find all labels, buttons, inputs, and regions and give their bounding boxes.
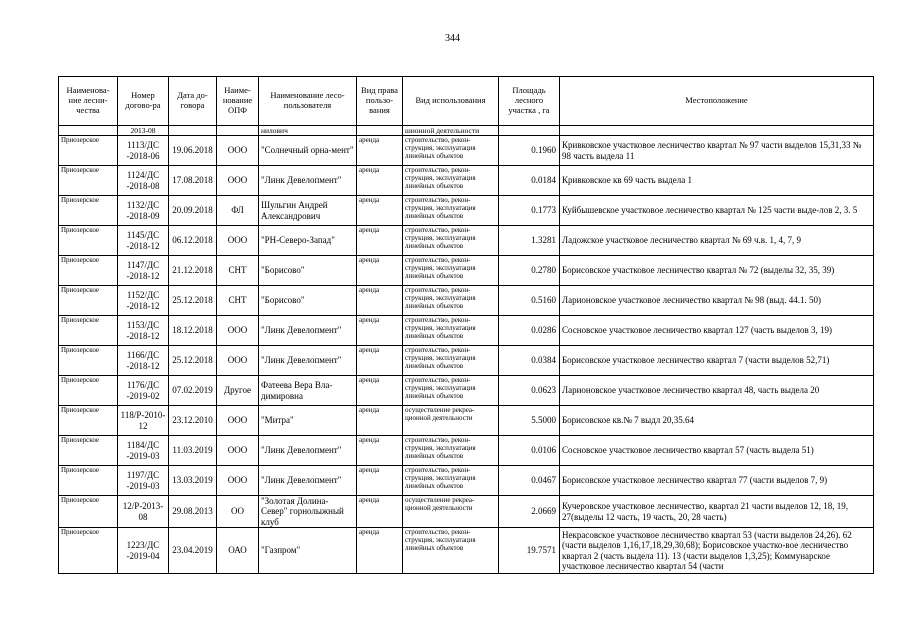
right-type-cell: аренда bbox=[357, 406, 403, 436]
forestry-cell: Приозерское bbox=[59, 436, 118, 466]
forestry-cell: Приозерское bbox=[59, 226, 118, 256]
table-row bbox=[59, 226, 874, 256]
table-row bbox=[59, 286, 874, 316]
contract-number-cell: 1223/ДС -2019-04 bbox=[118, 528, 169, 574]
contract-number-cell: 1132/ДС -2018-09 bbox=[118, 196, 169, 226]
contract-date-cell: 13.03.2019 bbox=[169, 466, 217, 496]
location-cell: Борисовское участковое лесничество квартал № 72 (выделы 32, 35, 39) bbox=[560, 256, 874, 286]
forest-user-cell: "Борисово" bbox=[259, 286, 357, 316]
area-cell: 1.3281 bbox=[499, 226, 560, 256]
forest-user-cell: Фатеева Вера Вла-димировна bbox=[259, 376, 357, 406]
forest-user-cell: нилович bbox=[259, 126, 357, 136]
right-type-cell: аренда bbox=[357, 226, 403, 256]
table-row bbox=[59, 256, 874, 286]
contract-number-cell: 1147/ДС -2018-12 bbox=[118, 256, 169, 286]
contract-date-cell: 17.08.2018 bbox=[169, 166, 217, 196]
contract-number-cell: 1176/ДС -2019-02 bbox=[118, 376, 169, 406]
forest-user-cell: "Золотая Долина-Север" горнолыжный клуб bbox=[259, 496, 357, 528]
right-type-cell: аренда bbox=[357, 376, 403, 406]
forestry-cell: Приозерское bbox=[59, 286, 118, 316]
table-row bbox=[59, 436, 874, 466]
opf-cell: ОАО bbox=[217, 528, 259, 574]
forestry-cell: Приозерское bbox=[59, 256, 118, 286]
right-type-cell: аренда bbox=[357, 528, 403, 574]
location-cell: Кривковское участковое лесничество квартал № 97 части выделов 15,31,33 № 98 часть выдела 11 bbox=[560, 136, 874, 166]
header-contract-number: Номер догово-ра bbox=[118, 77, 169, 126]
right-type-cell: аренда bbox=[357, 136, 403, 166]
area-cell: 5.5000 bbox=[499, 406, 560, 436]
area-cell: 0.5160 bbox=[499, 286, 560, 316]
location-cell: Ларионовское участковое лесничество квартал 48, часть выдела 20 bbox=[560, 376, 874, 406]
opf-cell: ООО bbox=[217, 436, 259, 466]
table-row bbox=[59, 496, 874, 528]
forest-user-cell: Шульгин Андрей Александрович bbox=[259, 196, 357, 226]
opf-cell: ООО bbox=[217, 136, 259, 166]
header-area: Площадь лесного участка , га bbox=[499, 77, 560, 126]
table-row bbox=[59, 316, 874, 346]
area-cell: 2.0669 bbox=[499, 496, 560, 528]
contract-date-cell: 29.08.2013 bbox=[169, 496, 217, 528]
location-cell: Сосновское участковое лесничество квартал 57 (часть выдела 51) bbox=[560, 436, 874, 466]
contract-date-cell: 20.09.2018 bbox=[169, 196, 217, 226]
use-type-cell: строительство, рекон-струкция, эксплуатация линейных объектов bbox=[403, 196, 499, 226]
opf-cell bbox=[217, 126, 259, 136]
opf-cell: ОО bbox=[217, 496, 259, 528]
page-number: 344 bbox=[445, 33, 460, 44]
forest-user-cell: "Линк Девелопмент" bbox=[259, 166, 357, 196]
contract-number-cell: 1166/ДС -2018-12 bbox=[118, 346, 169, 376]
use-type-cell: строительство, рекон-струкция, эксплуатация линейных объектов bbox=[403, 528, 499, 574]
forestry-cell: Приозерское bbox=[59, 346, 118, 376]
opf-cell: ООО bbox=[217, 346, 259, 376]
use-type-cell: осуществление рекреа-ционной деятельности bbox=[403, 406, 499, 436]
right-type-cell: аренда bbox=[357, 346, 403, 376]
location-cell: Кривковское кв 69 часть выдела 1 bbox=[560, 166, 874, 196]
area-cell: 0.0184 bbox=[499, 166, 560, 196]
use-type-cell: строительство, рекон-струкция, эксплуатация линейных объектов bbox=[403, 166, 499, 196]
table-row bbox=[59, 376, 874, 406]
right-type-cell: аренда bbox=[357, 436, 403, 466]
table-row bbox=[59, 528, 874, 574]
right-type-cell: аренда bbox=[357, 256, 403, 286]
table-row bbox=[59, 196, 874, 226]
area-cell: 0.0106 bbox=[499, 436, 560, 466]
contract-number-cell: 1152/ДС -2018-12 bbox=[118, 286, 169, 316]
location-cell: Борисовское участковое лесничество квартал 77 (части выделов 7, 9) bbox=[560, 466, 874, 496]
opf-cell: ООО bbox=[217, 166, 259, 196]
area-cell: 0.0623 bbox=[499, 376, 560, 406]
contract-date-cell: 11.03.2019 bbox=[169, 436, 217, 466]
use-type-cell: строительство, рекон-струкция, эксплуатация линейных объектов bbox=[403, 286, 499, 316]
area-cell: 0.0384 bbox=[499, 346, 560, 376]
location-cell: Кучеровское участковое лесничество, квартал 21 части выделов 12, 18, 19, 27(выделы 12 часть, 19 часть, 20, 28 часть) bbox=[560, 496, 874, 528]
opf-cell: ООО bbox=[217, 406, 259, 436]
forestry-cell: Приозерское bbox=[59, 528, 118, 574]
location-cell: Ларионовское участковое лесничество квартал № 98 (выд. 44.1. 50) bbox=[560, 286, 874, 316]
table-row bbox=[59, 166, 874, 196]
forestry-cell: Приозерское bbox=[59, 166, 118, 196]
forest-user-cell: "РН-Северо-Запад" bbox=[259, 226, 357, 256]
contract-number-cell: 1124/ДС -2018-08 bbox=[118, 166, 169, 196]
contract-number-cell: 1145/ДС -2018-12 bbox=[118, 226, 169, 256]
table-header-row bbox=[59, 77, 874, 126]
table-row bbox=[59, 406, 874, 436]
use-type-cell: строительство, рекон-струкция, эксплуатация линейных объектов bbox=[403, 256, 499, 286]
location-cell: Борисовское кв.№ 7 выдл 20,35.64 bbox=[560, 406, 874, 436]
forest-user-cell: "Митра" bbox=[259, 406, 357, 436]
contract-number-cell: 1153/ДС -2018-12 bbox=[118, 316, 169, 346]
area-cell: 0.2780 bbox=[499, 256, 560, 286]
area-cell bbox=[499, 126, 560, 136]
right-type-cell: аренда bbox=[357, 316, 403, 346]
forestry-cell: Приозерское bbox=[59, 376, 118, 406]
contract-number-cell: 1197/ДС -2019-03 bbox=[118, 466, 169, 496]
use-type-cell: шионной деятельности bbox=[403, 126, 499, 136]
opf-cell: СНТ bbox=[217, 256, 259, 286]
forestry-cell: Приозерское bbox=[59, 496, 118, 528]
contract-number-cell: 12/Р-2013-08 bbox=[118, 496, 169, 528]
header-opf: Наиме-нование ОПФ bbox=[217, 77, 259, 126]
use-type-cell: строительство, рекон-струкция, эксплуатация линейных объектов bbox=[403, 376, 499, 406]
forestry-cell: Приозерское bbox=[59, 316, 118, 346]
header-location: Местоположение bbox=[560, 77, 874, 126]
location-cell: Ладожское участковое лесничество квартал № 69 ч.в. 1, 4, 7, 9 bbox=[560, 226, 874, 256]
forest-user-cell: "Линк Девелопмент" bbox=[259, 316, 357, 346]
location-cell: Сосновское участковое лесничество квартал 127 (часть выделов 3, 19) bbox=[560, 316, 874, 346]
header-forest-user: Наименование лесо-пользователя bbox=[259, 77, 357, 126]
contract-date-cell: 25.12.2018 bbox=[169, 346, 217, 376]
forestry-cell bbox=[59, 126, 118, 136]
forest-user-cell: "Линк Девелопмент" bbox=[259, 436, 357, 466]
forestry-cell: Приозерское bbox=[59, 406, 118, 436]
table-body bbox=[59, 126, 874, 574]
header-forestry: Наименова-ние лесни-чества bbox=[59, 77, 118, 126]
area-cell: 0.0467 bbox=[499, 466, 560, 496]
contract-number-cell: 118/Р-2010-12 bbox=[118, 406, 169, 436]
contract-date-cell: 23.04.2019 bbox=[169, 528, 217, 574]
table-row bbox=[59, 466, 874, 496]
forest-user-cell: "Линк Девелопмент" bbox=[259, 346, 357, 376]
area-cell: 19.7571 bbox=[499, 528, 560, 574]
contract-date-cell: 18.12.2018 bbox=[169, 316, 217, 346]
right-type-cell: аренда bbox=[357, 166, 403, 196]
forestry-cell: Приозерское bbox=[59, 196, 118, 226]
forest-user-cell: "Борисово" bbox=[259, 256, 357, 286]
opf-cell: Другое bbox=[217, 376, 259, 406]
contract-number-cell: 1113/ДС -2018-06 bbox=[118, 136, 169, 166]
location-cell: Куйбышевское участковое лесничество квартал № 125 части выде-лов 2, 3. 5 bbox=[560, 196, 874, 226]
contract-number-cell: 1184/ДС -2019-03 bbox=[118, 436, 169, 466]
forestry-cell: Приозерское bbox=[59, 136, 118, 166]
use-type-cell: строительство, рекон-струкция, эксплуатация линейных объектов bbox=[403, 436, 499, 466]
area-cell: 0.1773 bbox=[499, 196, 560, 226]
right-type-cell: аренда bbox=[357, 196, 403, 226]
area-cell: 0.1960 bbox=[499, 136, 560, 166]
opf-cell: ФЛ bbox=[217, 196, 259, 226]
use-type-cell: строительство, рекон-струкция, эксплуатация линейных объектов bbox=[403, 136, 499, 166]
contract-date-cell: 06.12.2018 bbox=[169, 226, 217, 256]
forest-user-cell: "Линк Девелопмент" bbox=[259, 466, 357, 496]
table-row bbox=[59, 136, 874, 166]
location-cell: Борисовское участковое лесничество квартал 7 (части выделов 52,71) bbox=[560, 346, 874, 376]
forest-user-cell: "Солнечный орна-мент" bbox=[259, 136, 357, 166]
forest-user-cell: "Газпром" bbox=[259, 528, 357, 574]
header-use-type: Вид использования bbox=[403, 77, 499, 126]
contract-date-cell: 25.12.2018 bbox=[169, 286, 217, 316]
table-row bbox=[59, 126, 874, 136]
use-type-cell: строительство, рекон-струкция, эксплуатация линейных объектов bbox=[403, 346, 499, 376]
contract-date-cell: 23.12.2010 bbox=[169, 406, 217, 436]
contract-date-cell: 07.02.2019 bbox=[169, 376, 217, 406]
location-cell: Некрасовское участковое лесничество квартал 53 (части выделов 24,26). 62 (части выделов 1,16,17,18,29,30,68); Борисовское участко-вое лесничество квартал 2 (часть выдела 11). 13 (части выделов 1,3,25); Коммунарское участковое лесничество квартал 54 (части bbox=[560, 528, 874, 574]
use-type-cell: строительство, рекон-струкция, эксплуатация линейных объектов bbox=[403, 226, 499, 256]
forestry-cell: Приозерское bbox=[59, 466, 118, 496]
contract-date-cell: 19.06.2018 bbox=[169, 136, 217, 166]
opf-cell: ООО bbox=[217, 316, 259, 346]
contract-number-cell: 2013-08 bbox=[118, 126, 169, 136]
right-type-cell: аренда bbox=[357, 466, 403, 496]
contract-date-cell bbox=[169, 126, 217, 136]
opf-cell: СНТ bbox=[217, 286, 259, 316]
table-row bbox=[59, 346, 874, 376]
use-type-cell: строительство, рекон-струкция, эксплуатация линейных объектов bbox=[403, 316, 499, 346]
location-cell bbox=[560, 126, 874, 136]
forest-lease-table bbox=[58, 76, 874, 574]
contract-date-cell: 21.12.2018 bbox=[169, 256, 217, 286]
right-type-cell: аренда bbox=[357, 496, 403, 528]
header-right-type: Вид права пользо-вания bbox=[357, 77, 403, 126]
opf-cell: ООО bbox=[217, 466, 259, 496]
header-contract-date: Дата до-говора bbox=[169, 77, 217, 126]
opf-cell: ООО bbox=[217, 226, 259, 256]
right-type-cell bbox=[357, 126, 403, 136]
use-type-cell: строительство, рекон-струкция, эксплуатация линейных объектов bbox=[403, 466, 499, 496]
area-cell: 0.0286 bbox=[499, 316, 560, 346]
use-type-cell: осуществление рекреа-ционной деятельности bbox=[403, 496, 499, 528]
right-type-cell: аренда bbox=[357, 286, 403, 316]
